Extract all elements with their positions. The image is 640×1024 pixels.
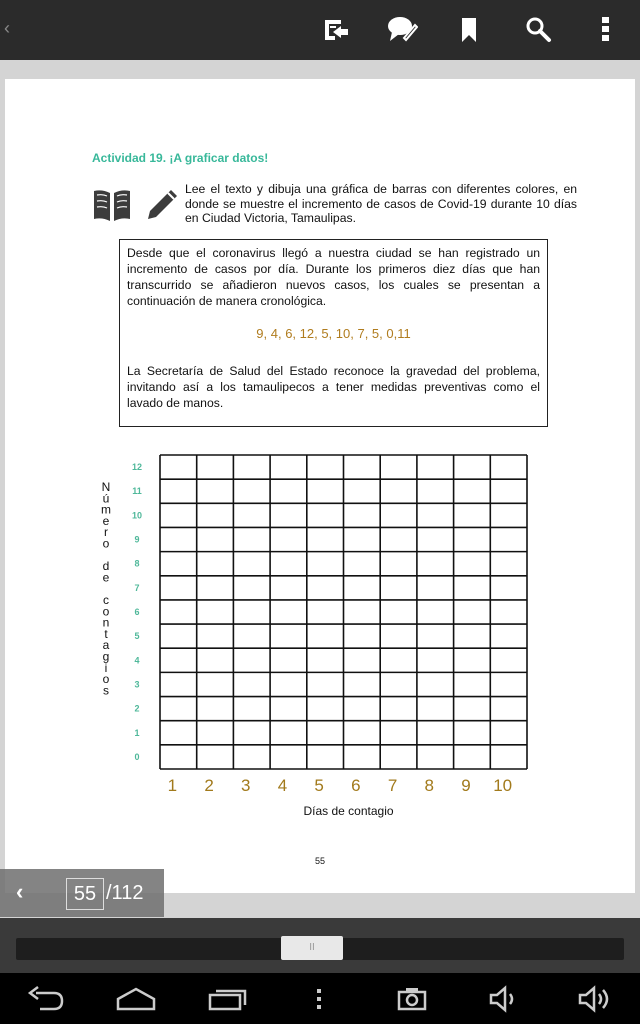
y-tick-label: 4 (134, 655, 140, 666)
x-tick-label: 8 (424, 776, 434, 795)
story-paragraph-1: Desde que el coronavirus llegó a nuestra ciudad se han registrado un incremento de casos por día. Durante los primeros diez días que han transcurrido se añadieron nuevos casos, los cuales se presentan a continuación de manera cronológica. (127, 246, 540, 308)
story-paragraph-2: La Secretaría de Salud del Estado reconoce la gravedad del problema, invitando así a los tamaulipecos a tener medidas preventivas como el lavado de manos. (127, 364, 540, 410)
x-tick-label: 10 (493, 776, 513, 795)
x-tick-label: 9 (461, 776, 471, 795)
x-tick-label: 5 (314, 776, 324, 795)
share-icon[interactable] (321, 14, 351, 44)
y-tick-label: 1 (134, 727, 140, 738)
more-icon[interactable] (600, 14, 612, 44)
y-tick-label: 7 (134, 582, 140, 593)
bar-chart-grid (5, 79, 635, 839)
current-page-field[interactable]: 55 (66, 878, 104, 910)
previous-page-button[interactable]: ‹ (16, 879, 24, 904)
x-axis-label: Días de contagio (303, 804, 394, 818)
y-tick-label: 8 (134, 558, 140, 569)
volume-up-icon[interactable] (576, 985, 614, 1013)
y-tick-label: 12 (131, 462, 143, 473)
back-icon[interactable] (26, 985, 66, 1013)
y-tick-label: 3 (134, 679, 140, 690)
y-tick-label: 10 (131, 510, 143, 521)
annotate-icon[interactable] (386, 14, 418, 44)
document-page (5, 79, 635, 893)
y-tick-label: 11 (132, 486, 142, 497)
case-sequence: 9, 4, 6, 12, 5, 10, 7, 5, 0,11 (256, 326, 411, 341)
y-tick-label: 0 (134, 751, 140, 762)
page-navigator (0, 869, 164, 917)
x-tick-label: 1 (167, 776, 178, 795)
y-tick-label: 5 (134, 631, 140, 642)
instruction-text: Lee el texto y dibuja una gráfica de barras con diferentes colores, en donde se muestre el incremento de casos de Covid-19 durante 10 días en Ciudad Victoria, Tamaulipas. (185, 182, 577, 225)
screenshot-icon[interactable] (396, 985, 428, 1013)
page-number: 55 (314, 856, 325, 866)
activity-title: Actividad 19. ¡A graficar datos! (92, 151, 269, 165)
home-icon[interactable] (114, 985, 158, 1013)
recent-apps-icon[interactable] (207, 985, 249, 1013)
bookmark-icon[interactable] (460, 14, 478, 44)
search-icon[interactable] (524, 14, 552, 44)
x-tick-label: 7 (387, 776, 398, 795)
x-tick-label: 6 (351, 776, 361, 795)
page-scroll-thumb[interactable]: II (281, 936, 343, 960)
y-tick-label: 6 (134, 607, 140, 617)
back-chevron-icon[interactable]: ‹ (4, 18, 10, 38)
x-tick-label: 3 (241, 776, 251, 795)
menu-icon[interactable] (313, 985, 325, 1013)
x-tick-label: 4 (277, 776, 288, 795)
x-tick-label: 2 (204, 776, 214, 795)
top-toolbar (0, 0, 640, 60)
total-pages: /112 (106, 882, 144, 904)
page-scrollbar-area (0, 918, 640, 973)
system-navbar (0, 973, 640, 1024)
y-axis-label: N ú m e r o d e c o n t a g i o s (101, 480, 111, 698)
volume-down-icon[interactable] (487, 985, 521, 1013)
y-tick-label: 9 (134, 534, 140, 545)
y-tick-label: 2 (134, 703, 140, 714)
